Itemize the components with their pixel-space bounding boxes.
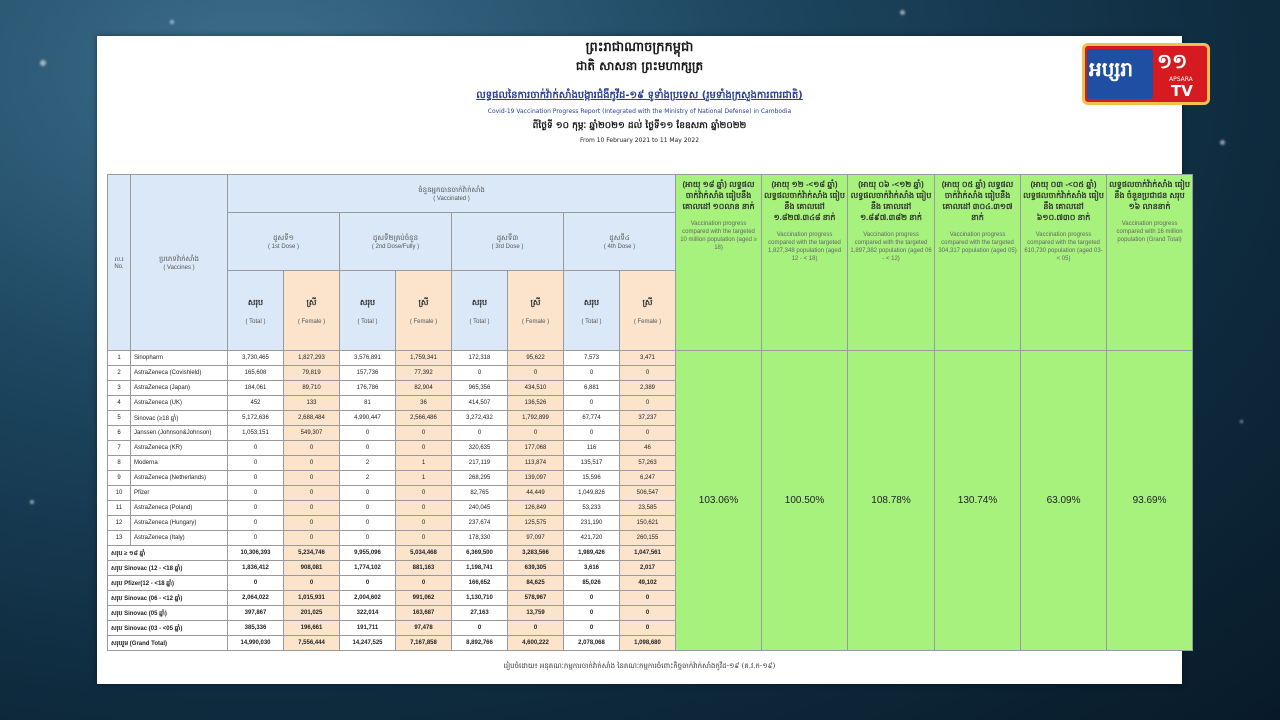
total-cell: 1,049,826 — [564, 486, 620, 501]
progress-header-06-12: (អាយុ ០៦ -<១២ ឆ្នាំ) លទ្ធផលចាក់វ៉ាក់សាំង ធៀបនឹង គោលដៅ ១.៨៩៧.៣៨២ នាក់ Vaccination progress compared with the targeted 1,897,382 population (aged 06 - < 12) — [848, 175, 935, 351]
summary-label: សរុប Sinovac (05 ឆ្នាំ) — [108, 606, 228, 621]
female-cell: 77,392 — [396, 366, 452, 381]
apsara-tv-logo — [1082, 43, 1210, 105]
female-cell: 84,625 — [508, 576, 564, 591]
total-cell: 0 — [340, 501, 396, 516]
progress-grand-total: 93.69% — [1107, 351, 1193, 651]
total-cell: 0 — [340, 516, 396, 531]
progress-header-05: (អាយុ ០៥ ឆ្នាំ) លទ្ធផលចាក់វ៉ាក់សាំង ធៀបនឹង គោលដៅ ៣០៤.៣១៧ នាក់ Vaccination progress compared with the targeted 304,317 population (aged 05) — [935, 175, 1021, 351]
female-cell: 97,097 — [508, 531, 564, 546]
total-cell: 166,652 — [452, 576, 508, 591]
total-cell: 2 — [340, 471, 396, 486]
female-cell: 82,904 — [396, 381, 452, 396]
vaccine-name: AstraZeneca (Japan) — [131, 381, 228, 396]
total-cell: 135,517 — [564, 456, 620, 471]
total-cell: 0 — [228, 516, 284, 531]
total-cell: 0 — [340, 426, 396, 441]
total-cell: 0 — [564, 426, 620, 441]
total-cell: 0 — [564, 396, 620, 411]
table-row — [108, 351, 1193, 366]
total-cell: 0 — [452, 621, 508, 636]
vaccine-name: AstraZeneca (Covishield) — [131, 366, 228, 381]
total-cell: 0 — [340, 441, 396, 456]
female-cell: 3,283,566 — [508, 546, 564, 561]
female-cell: 0 — [396, 516, 452, 531]
female-cell: 44,449 — [508, 486, 564, 501]
total-cell: 0 — [564, 366, 620, 381]
total-cell: 322,014 — [340, 606, 396, 621]
female-cell: 0 — [620, 591, 676, 606]
female-cell: 506,547 — [620, 486, 676, 501]
row-number: 9 — [108, 471, 131, 486]
total-cell: 3,616 — [564, 561, 620, 576]
total-cell: 0 — [452, 426, 508, 441]
female-cell: 908,081 — [284, 561, 340, 576]
female-cell: 126,849 — [508, 501, 564, 516]
female-cell: 1,047,561 — [620, 546, 676, 561]
summary-label: សរុប ≥ ១៨ ឆ្នាំ — [108, 546, 228, 561]
female-cell: 6,247 — [620, 471, 676, 486]
female-cell: 49,102 — [620, 576, 676, 591]
progress-03-05: 63.09% — [1021, 351, 1107, 651]
female-cell: 549,307 — [284, 426, 340, 441]
vaccine-name: AstraZeneca (Hungary) — [131, 516, 228, 531]
total-cell: 240,045 — [452, 501, 508, 516]
total-cell: 8,892,766 — [452, 636, 508, 651]
female-cell: 0 — [508, 366, 564, 381]
female-cell: 0 — [508, 621, 564, 636]
total-cell: 421,720 — [564, 531, 620, 546]
female-cell: 1,015,931 — [284, 591, 340, 606]
total-cell: 231,190 — [564, 516, 620, 531]
col-vaccine-header: ប្រភេទវ៉ាក់សាំង ( Vaccines ) — [131, 175, 228, 351]
total-cell: 6,881 — [564, 381, 620, 396]
female-cell: 139,097 — [508, 471, 564, 486]
female-cell: 0 — [284, 531, 340, 546]
female-cell: 113,874 — [508, 456, 564, 471]
row-number: 1 — [108, 351, 131, 366]
total-cell: 1,053,151 — [228, 426, 284, 441]
row-number: 7 — [108, 441, 131, 456]
vaccine-name: Janssen (Johnson&Johnson) — [131, 426, 228, 441]
female-cell: 97,478 — [396, 621, 452, 636]
female-cell: 79,819 — [284, 366, 340, 381]
progress-header-12-18: (អាយុ ១២ -<១៨ ឆ្នាំ) លទ្ធផលចាក់វ៉ាក់សាំង ធៀបនឹង គោលដៅ ១.៨២៧.៣៤៨ នាក់ Vaccination progress compared with the targeted 1,827,348 population (aged 12 - < 18) — [762, 175, 848, 351]
total-cell: 0 — [228, 441, 284, 456]
table-body — [108, 351, 1193, 651]
vaccination-table — [107, 174, 1193, 651]
total-cell: 14,247,525 — [340, 636, 396, 651]
vaccine-name: Sinovac (≥18 ឆ្នាំ) — [131, 411, 228, 426]
female-cell: 5,234,746 — [284, 546, 340, 561]
total-cell: 53,233 — [564, 501, 620, 516]
vaccine-name: AstraZeneca (UK) — [131, 396, 228, 411]
female-cell: 2,688,484 — [284, 411, 340, 426]
female-cell: 0 — [396, 531, 452, 546]
total-cell: 176,786 — [340, 381, 396, 396]
female-cell: 23,585 — [620, 501, 676, 516]
total-cell: 0 — [452, 366, 508, 381]
report-title-khmer: លទ្ធផលនៃការចាក់វ៉ាក់សាំងបង្ការជំងឺកូវីដ-១៩ ទូទាំងប្រទេស (រួមទាំងក្រសួងការពារជាតិ) — [476, 90, 803, 101]
total-cell: 397,867 — [228, 606, 284, 621]
total-cell: 2 — [340, 456, 396, 471]
vaccinated-header: ចំនួនអ្នកបានចាក់វ៉ាក់សាំង ( Vaccinated ) — [228, 175, 676, 213]
logo-apsara: APSARA — [1169, 76, 1193, 83]
total-cell: 2,078,068 — [564, 636, 620, 651]
total-cell: 27,163 — [452, 606, 508, 621]
total-cell: 5,172,636 — [228, 411, 284, 426]
female-cell: 991,062 — [396, 591, 452, 606]
logo-text: អប្សរា — [1089, 57, 1134, 81]
female-cell: 0 — [396, 426, 452, 441]
total-cell: 0 — [228, 486, 284, 501]
total-cell: 0 — [340, 531, 396, 546]
total-cell: 0 — [228, 501, 284, 516]
date-range-khmer: ពីថ្ងៃទី ១០ កុម្ភៈ ឆ្នាំ២០២១ ដល់ ថ្ងៃទី១១ ខែឧសភា ឆ្នាំ២០២២ — [532, 121, 747, 131]
female-cell: 0 — [284, 441, 340, 456]
female-cell: 881,163 — [396, 561, 452, 576]
female-cell: 0 — [284, 486, 340, 501]
total-header: សរុប ( Total ) — [340, 271, 396, 351]
total-cell: 10,306,393 — [228, 546, 284, 561]
female-cell: 0 — [620, 621, 676, 636]
total-cell: 15,596 — [564, 471, 620, 486]
total-cell: 1,198,741 — [452, 561, 508, 576]
row-number: 6 — [108, 426, 131, 441]
female-cell: 3,471 — [620, 351, 676, 366]
female-cell: 1,827,293 — [284, 351, 340, 366]
row-number: 5 — [108, 411, 131, 426]
female-cell: 2,017 — [620, 561, 676, 576]
female-cell: 7,167,858 — [396, 636, 452, 651]
vaccine-name: AstraZeneca (Netherlands) — [131, 471, 228, 486]
female-cell: 578,967 — [508, 591, 564, 606]
female-cell: 0 — [620, 426, 676, 441]
motto: ជាតិ សាសនា ព្រះមហាក្សត្រ — [575, 59, 704, 73]
row-number: 13 — [108, 531, 131, 546]
date-range-english: From 10 February 2021 to 11 May 2022 — [579, 137, 700, 144]
progress-12-18: 100.50% — [762, 351, 848, 651]
female-cell: 1 — [396, 456, 452, 471]
female-cell: 1,792,899 — [508, 411, 564, 426]
total-cell: 2,064,022 — [228, 591, 284, 606]
total-cell: 3,576,891 — [340, 351, 396, 366]
female-cell: 1 — [396, 471, 452, 486]
summary-label: សរុប Sinovac (12 - <18 ឆ្នាំ) — [108, 561, 228, 576]
total-cell: 217,119 — [452, 456, 508, 471]
female-cell: 434,510 — [508, 381, 564, 396]
total-cell: 3,272,432 — [452, 411, 508, 426]
total-cell: 965,356 — [452, 381, 508, 396]
female-cell: 7,556,444 — [284, 636, 340, 651]
dose1-header: ដូសទី១ ( 1st Dose ) — [228, 213, 340, 271]
female-cell: 46 — [620, 441, 676, 456]
total-cell: 268,295 — [452, 471, 508, 486]
female-cell: 125,575 — [508, 516, 564, 531]
total-cell: 0 — [564, 606, 620, 621]
total-cell: 67,774 — [564, 411, 620, 426]
total-cell: 414,507 — [452, 396, 508, 411]
female-cell: 1,098,680 — [620, 636, 676, 651]
summary-label: សរុប Sinovac (06 - <12 ឆ្នាំ) — [108, 591, 228, 606]
female-header: ស្រី ( Female ) — [508, 271, 564, 351]
female-cell: 2,389 — [620, 381, 676, 396]
total-cell: 82,765 — [452, 486, 508, 501]
female-cell: 0 — [396, 441, 452, 456]
summary-label: សរុប Pfizer(12 - <18 ឆ្នាំ) — [108, 576, 228, 591]
female-cell: 260,155 — [620, 531, 676, 546]
female-cell: 13,759 — [508, 606, 564, 621]
female-cell: 0 — [396, 486, 452, 501]
logo-tv: TV — [1171, 82, 1193, 100]
report-document — [97, 36, 1190, 684]
total-cell: 3,730,465 — [228, 351, 284, 366]
female-cell: 136,526 — [508, 396, 564, 411]
total-header: សរុប ( Total ) — [228, 271, 284, 351]
total-cell: 178,330 — [452, 531, 508, 546]
female-cell: 150,621 — [620, 516, 676, 531]
report-title-english: Covid-19 Vaccination Progress Report (Integrated with the Ministry of National Defense) in Cambodia — [487, 108, 792, 115]
total-cell: 0 — [228, 471, 284, 486]
female-cell: 5,034,468 — [396, 546, 452, 561]
total-cell: 0 — [228, 456, 284, 471]
total-cell: 14,990,030 — [228, 636, 284, 651]
vaccine-name: AstraZeneca (KR) — [131, 441, 228, 456]
total-cell: 0 — [340, 576, 396, 591]
row-number: 8 — [108, 456, 131, 471]
row-number: 3 — [108, 381, 131, 396]
female-cell: 639,305 — [508, 561, 564, 576]
female-cell: 133 — [284, 396, 340, 411]
col-no-header: ល.រ No. — [108, 175, 131, 351]
row-number: 4 — [108, 396, 131, 411]
female-cell: 0 — [284, 576, 340, 591]
female-cell: 0 — [396, 576, 452, 591]
female-header: ស្រី ( Female ) — [284, 271, 340, 351]
female-cell: 0 — [396, 501, 452, 516]
total-cell: 116 — [564, 441, 620, 456]
vaccine-name: Sinopharm — [131, 351, 228, 366]
total-cell: 1,836,412 — [228, 561, 284, 576]
female-cell: 89,710 — [284, 381, 340, 396]
total-cell: 184,061 — [228, 381, 284, 396]
female-cell: 36 — [396, 396, 452, 411]
total-cell: 385,336 — [228, 621, 284, 636]
grand-total-label: សរុបរួម (Grand Total) — [108, 636, 228, 651]
female-cell: 0 — [620, 606, 676, 621]
total-cell: 4,990,447 — [340, 411, 396, 426]
total-cell: 452 — [228, 396, 284, 411]
female-cell: 0 — [620, 396, 676, 411]
total-header: សរុប ( Total ) — [564, 271, 620, 351]
female-cell: 95,622 — [508, 351, 564, 366]
total-cell: 237,674 — [452, 516, 508, 531]
progress-05: 130.74% — [935, 351, 1021, 651]
female-cell: 196,661 — [284, 621, 340, 636]
female-cell: 1,759,341 — [396, 351, 452, 366]
female-cell: 163,687 — [396, 606, 452, 621]
progress-header-03-05: (អាយុ ០៣ -<០៥ ឆ្នាំ) លទ្ធផលចាក់វ៉ាក់សាំង ធៀបនឹង គោលដៅ ៦១០.៧៣០ នាក់ Vaccination progress compared with the targeted 610,730 population (aged 03- < 05) — [1021, 175, 1107, 351]
row-number: 10 — [108, 486, 131, 501]
total-cell: 6,369,500 — [452, 546, 508, 561]
female-cell: 0 — [284, 501, 340, 516]
progress-header-grand: លទ្ធផលចាក់វ៉ាក់សាំង ធៀបនឹង ចំនួនប្រជាជន សរុប ១៦ លាននាក់ Vaccination progress compared with 16 million population (Grand Total) — [1107, 175, 1193, 351]
total-cell: 1,774,102 — [340, 561, 396, 576]
row-number: 11 — [108, 501, 131, 516]
female-cell: 0 — [284, 471, 340, 486]
female-cell: 0 — [284, 516, 340, 531]
dose3-header: ដូសទី៣ ( 3rd Dose ) — [452, 213, 564, 271]
total-cell: 81 — [340, 396, 396, 411]
total-cell: 0 — [228, 531, 284, 546]
row-number: 2 — [108, 366, 131, 381]
dose4-header: ដូសទី៤ ( 4th Dose ) — [564, 213, 676, 271]
female-cell: 37,237 — [620, 411, 676, 426]
total-cell: 157,736 — [340, 366, 396, 381]
vaccine-name: Pfizer — [131, 486, 228, 501]
total-cell: 320,635 — [452, 441, 508, 456]
total-cell: 165,608 — [228, 366, 284, 381]
vaccine-name: AstraZeneca (Italy) — [131, 531, 228, 546]
row-number: 12 — [108, 516, 131, 531]
total-cell: 1,130,710 — [452, 591, 508, 606]
dose2-header: ដូសទី២គ្រប់ចំនួន ( 2nd Dose/Fully ) — [340, 213, 452, 271]
female-cell: 4,600,222 — [508, 636, 564, 651]
female-cell: 2,566,486 — [396, 411, 452, 426]
total-cell: 85,026 — [564, 576, 620, 591]
female-cell: 177,068 — [508, 441, 564, 456]
female-cell: 57,263 — [620, 456, 676, 471]
female-cell: 0 — [620, 366, 676, 381]
total-cell: 0 — [228, 576, 284, 591]
footnote: រៀបចំដោយ៖ អនុគណៈកម្មការចាក់វ៉ាក់សាំង នៃគណៈកម្មការចំពោះកិច្ចចាក់វ៉ាក់សាំងកូវីដ-១៩ (គ.វ.ក-១៩) — [503, 662, 776, 670]
total-cell: 2,004,602 — [340, 591, 396, 606]
female-header: ស្រី ( Female ) — [396, 271, 452, 351]
total-cell: 1,989,426 — [564, 546, 620, 561]
kingdom-title: ព្រះរាជាណាចក្រកម្ពុជា — [585, 40, 694, 55]
vaccine-name: Moderna — [131, 456, 228, 471]
total-cell: 0 — [564, 591, 620, 606]
total-header: សរុប ( Total ) — [452, 271, 508, 351]
total-cell: 9,955,096 — [340, 546, 396, 561]
total-cell: 7,573 — [564, 351, 620, 366]
vaccine-name: AstraZeneca (Poland) — [131, 501, 228, 516]
progress-18plus: 103.06% — [676, 351, 762, 651]
female-cell: 0 — [284, 456, 340, 471]
total-cell: 172,318 — [452, 351, 508, 366]
total-cell: 0 — [340, 486, 396, 501]
female-cell: 201,025 — [284, 606, 340, 621]
female-header: ស្រី ( Female ) — [620, 271, 676, 351]
total-cell: 0 — [564, 621, 620, 636]
progress-header-18plus: (អាយុ ១៨ ឆ្នាំ) លទ្ធផលចាក់វ៉ាក់សាំង ធៀបនឹង គោលដៅ ១០លាន នាក់ Vaccination progress compared with the targeted 10 million population (aged ≥ 18) — [676, 175, 762, 351]
summary-label: សរុប Sinovac (03 - <05 ឆ្នាំ) — [108, 621, 228, 636]
logo-number: ១១ — [1157, 49, 1188, 73]
progress-06-12: 108.78% — [848, 351, 935, 651]
female-cell: 0 — [508, 426, 564, 441]
total-cell: 191,711 — [340, 621, 396, 636]
